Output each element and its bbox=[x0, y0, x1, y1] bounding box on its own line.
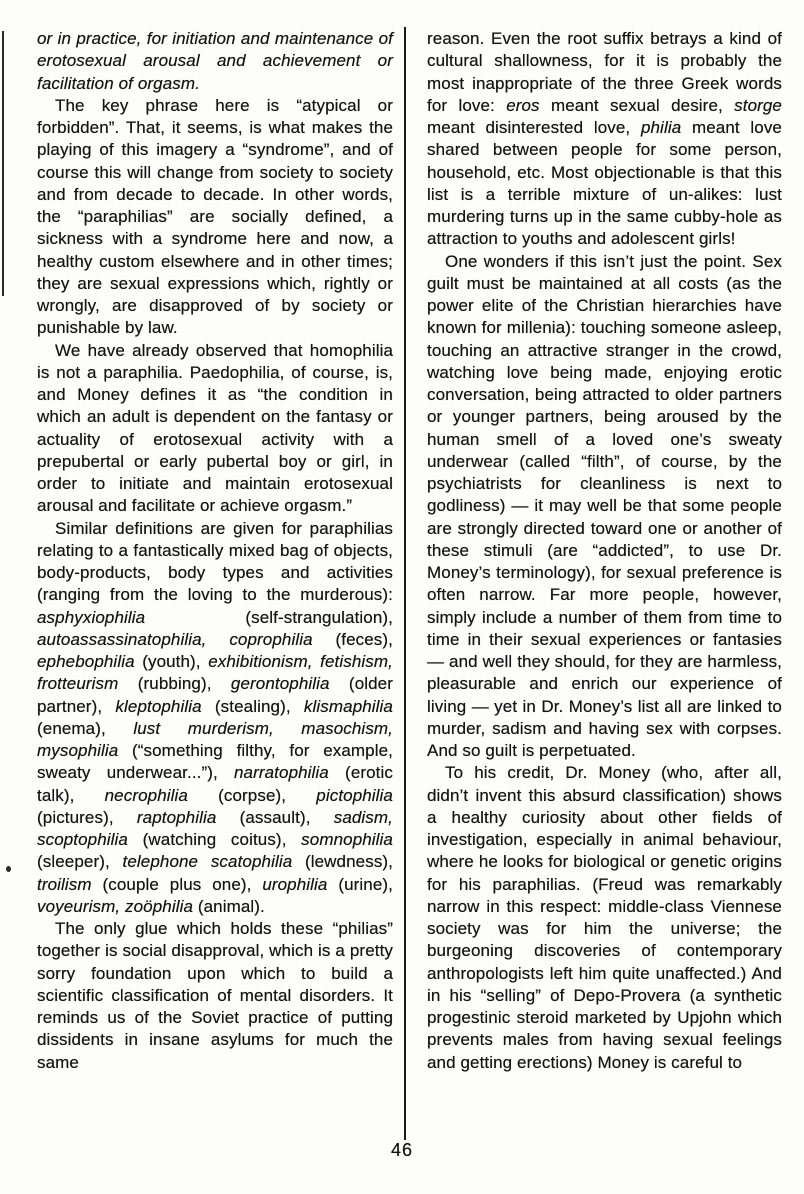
text-run: (rubbing), bbox=[118, 674, 231, 694]
text-run: One wonders if this isn’t just the point. Sex guilt must be maintained at all costs (as the power elite of the Christian hierarchies have known for millenia): touching someone asleep, touching an attractive stranger in the crowd, watching love being made, enjoying erotic conversation, being attracted to older partners or younger partners, being aroused by the human smell of a loved one’s sweaty underwear (called “filth”, of course, by the psychiatrists for cleanliness is next to godliness) — it may well be that some people are strongly directed toward one or another of these stimuli (are “addicted”, to use Dr. Money’s terminology), for sexual preference is often narrow. Far more people, however, simply include a number of them from time to time in their sexual experiences or fantasies — and well they should, for they are harmless, pleasurable and enrich our experience of living — yet in Dr. Money’s list all are linked to murder, sadism and having sex with corpses. And so guilt is perpetuated. bbox=[427, 251, 782, 760]
scan-edge-artifact bbox=[2, 31, 4, 296]
italic-text-run: kleptophilia bbox=[115, 696, 202, 716]
text-run: (older partner), bbox=[37, 674, 393, 716]
paragraph bbox=[427, 762, 782, 1074]
text-run: (urine), bbox=[327, 874, 393, 894]
text-run: meant love shared between people for some person, household, etc. Most objectionable is that this list is a terrible mixture of un-alikes: lust murdering turns up in the same cubby-hole as attraction to youths and adolescent girls! bbox=[427, 118, 782, 249]
text-run: (pictures), bbox=[37, 807, 137, 827]
text-run: (youth), bbox=[134, 652, 209, 671]
paragraph bbox=[37, 518, 393, 919]
italic-text-run: sadism, scoptophilia bbox=[37, 807, 393, 849]
paragraph bbox=[37, 28, 393, 95]
text-run: The key phrase here is “atypical or forbidden”. That, it seems, is what makes the playing of this imagery a “syndrome”, and of course this will change from society to society and from decade to decade. In other words, the “paraphilias” are socially defined, a sickness with a syndrome here and now, a healthy custom elsewhere and in other times; they are sexual expressions which, rightly or wrongly, are disapproved of by society or punishable by law. bbox=[37, 95, 393, 338]
italic-text-run: ephebophilia bbox=[37, 652, 135, 671]
text-run: (assault), bbox=[216, 807, 334, 827]
right-column bbox=[427, 28, 782, 1074]
italic-text-run: exhibitionism, fetishism, frotteurism bbox=[37, 652, 393, 694]
paragraph bbox=[37, 340, 393, 518]
italic-text-run: raptophilia bbox=[136, 807, 217, 827]
text-run: (erotic talk), bbox=[37, 763, 393, 805]
text-run: (corpse), bbox=[187, 785, 317, 805]
text-run: The only glue which holds these “philias” together is social disapproval, which is a pretty sorry foundation upon which to build a scientific classification of mental disorders. It reminds us of the Soviet practice of putting dissidents in insane asylums for much the same bbox=[37, 919, 393, 1072]
text-run: To his credit, Dr. Money (who, after all, didn’t invent this absurd classification) shows a healthy curiosity about other fields of investigation, especially in animal behaviour, where he looks for biological or genetic origins for his paraphilias. (Freud was remarkably narrow in this respect: middle-class Viennese society was for him the universe; the burgeoning discoveries of contemporary anthropologists left him quite unaffected.) And in his “selling” of Depo-Provera (a synthetic progestinic steroid marketed by Upjohn which prevents males from having sexual feelings and getting erections) Money is careful to bbox=[427, 763, 782, 1072]
italic-text-run: necrophilia bbox=[104, 785, 188, 805]
text-run: (sleeper), bbox=[37, 852, 123, 872]
text-run: meant disinterested love, bbox=[427, 118, 641, 137]
text-run: (lewdness), bbox=[292, 852, 394, 872]
text-run: (animal). bbox=[193, 896, 265, 916]
italic-text-run: somnophilia bbox=[301, 830, 393, 849]
paragraph bbox=[37, 95, 393, 340]
scan-speck-artifact bbox=[6, 866, 11, 872]
italic-text-run: autoassassinatophilia, coprophilia bbox=[37, 629, 313, 649]
page-number: 46 bbox=[390, 1140, 414, 1160]
text-run: meant sexual desire, bbox=[539, 95, 735, 115]
italic-text-run: urophilia bbox=[262, 874, 328, 894]
paragraph bbox=[427, 251, 782, 763]
text-run: (feces), bbox=[312, 629, 393, 649]
text-run: (couple plus one), bbox=[91, 874, 263, 894]
italic-text-run: klismaphilia bbox=[303, 696, 393, 716]
paragraph bbox=[37, 918, 393, 1074]
italic-text-run: lust murderism, masochism, mysophilia bbox=[37, 718, 393, 760]
text-run: (stealing), bbox=[201, 696, 304, 716]
left-column bbox=[37, 28, 393, 1074]
italic-text-run: asphyxiophilia bbox=[37, 607, 146, 627]
italic-text-run: pictophilia bbox=[316, 785, 393, 805]
text-run: (“something filthy, for example, sweaty underwear...”), bbox=[37, 741, 393, 783]
italic-text-run: troilism bbox=[37, 874, 92, 894]
text-run: (watching coitus), bbox=[127, 830, 302, 849]
text-run: Similar definitions are given for paraphilias relating to a fantastically mixed bag of objects, body-products, body types and activities (ranging from the loving to the murderous): bbox=[37, 518, 393, 605]
italic-text-run: philia bbox=[640, 118, 682, 137]
italic-text-run: narratophilia bbox=[234, 763, 329, 783]
italic-text-run: storge bbox=[734, 95, 782, 115]
italic-text-run: telephone scatophilia bbox=[122, 852, 293, 872]
italic-text-run: gerontophilia bbox=[230, 674, 330, 694]
paragraph bbox=[427, 28, 782, 251]
text-run: We have already observed that homophilia is not a paraphilia. Paedophilia, of course, is, and Money defines it as “the condition in which an adult is dependent on the fantasy or actuality of erotosexual activity with a prepubertal or early pubertal boy or girl, in order to initiate and maintain erotosexual arousal and facilitate or achieve orgasm.” bbox=[37, 340, 393, 516]
text-run: (self-strangulation), bbox=[145, 607, 393, 627]
text-run: reason. Even the root suffix betrays a kind of cultural shallowness, for it is probably the most inappropriate of the three Greek words for love: bbox=[427, 29, 782, 115]
italic-text-run: voyeurism, zoöphilia bbox=[37, 896, 194, 916]
text-run: (enema), bbox=[37, 718, 134, 738]
column-divider-rule bbox=[404, 27, 406, 1140]
italic-text-run: or in practice, for initiation and maintenance of erotosexual arousal and achievement or facilitation of orgasm. bbox=[37, 29, 393, 93]
italic-text-run: eros bbox=[506, 95, 540, 115]
